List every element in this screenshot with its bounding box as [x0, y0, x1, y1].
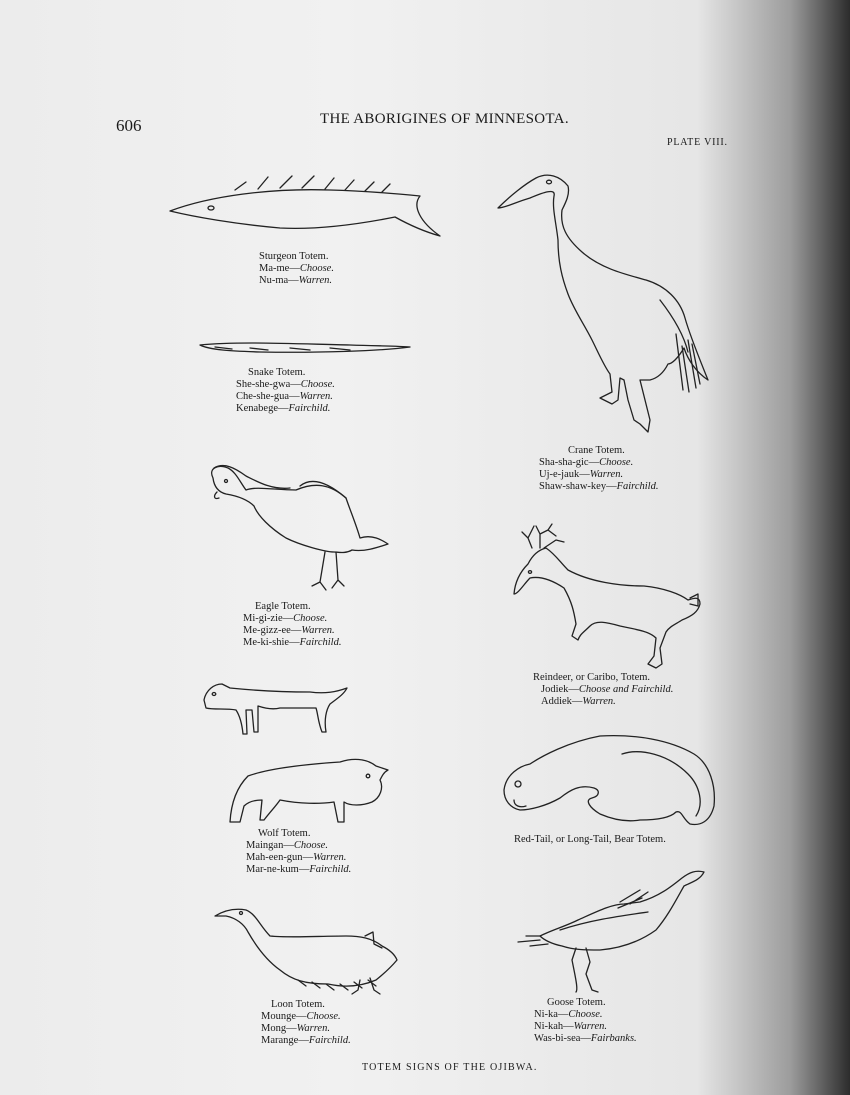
name-source: Fairbanks.: [590, 1033, 637, 1044]
name-word: Was-bi-sea: [534, 1033, 581, 1044]
figure-caption: TOTEM SIGNS OF THE OJIBWA.: [362, 1062, 538, 1073]
caption-bear: [514, 834, 666, 846]
loon-drawing: [215, 909, 397, 994]
reindeer-drawing: [514, 524, 700, 668]
caption-loon-name-3: Marange—Fairchild.: [261, 1035, 351, 1046]
page-number: 606: [116, 116, 142, 135]
sturgeon-drawing: [170, 176, 440, 236]
name-word: Mounge: [261, 1011, 296, 1022]
name-word: Ni-ka: [534, 1009, 558, 1020]
running-head: THE ABORIGINES OF MINNESOTA.: [320, 111, 569, 127]
caption-eagle-name-2: Me-gizz-ee—Warren.: [243, 625, 335, 636]
caption-wolf-name-2: Mah-een-gun—Warren.: [246, 852, 347, 863]
snake-drawing: [200, 343, 410, 352]
name-source: Choose and Fairchild.: [578, 684, 674, 695]
goose-drawing: [518, 871, 704, 992]
caption-reindeer-title: Reindeer, or Caribo, Totem.: [533, 672, 651, 683]
caption-eagle-name-3: Me-ki-shie—Fairchild.: [243, 637, 342, 648]
name-source: Fairchild.: [288, 403, 331, 414]
name-source: Fairchild.: [309, 864, 352, 875]
eagle-drawing: [212, 466, 388, 590]
name-word: Jodiek: [541, 684, 569, 695]
caption-goose-name-3: Was-bi-sea—Fairbanks.: [534, 1033, 637, 1044]
caption-eagle-name-1: Mi-gi-zie—Choose.: [243, 613, 328, 624]
name-source: Warren.: [573, 1021, 608, 1032]
caption-wolf-name-3: Mar-ne-kum—Fairchild.: [246, 864, 352, 875]
bear-drawing: [504, 736, 714, 825]
caption-goose: [534, 997, 637, 1045]
caption-crane-name-1: Sha-sha-gic—Choose.: [539, 457, 634, 468]
name-source: Choose.: [568, 1009, 603, 1020]
name-source: Warren.: [301, 625, 335, 636]
name-word: Me-gizz-ee: [243, 625, 291, 636]
name-source: Choose.: [306, 1011, 341, 1022]
name-source: Fairchild.: [308, 1035, 351, 1046]
caption-snake-title: Snake Totem.: [248, 367, 306, 378]
caption-sturgeon-name-1: Ma-me—Choose.: [259, 263, 334, 274]
name-word: Sha-sha-gic: [539, 457, 589, 468]
name-source: Warren.: [582, 696, 616, 707]
wolf-drawing: [230, 759, 388, 822]
name-source: Choose.: [299, 263, 334, 274]
name-word: Nu-ma: [259, 275, 289, 286]
name-word: Marange: [261, 1035, 299, 1046]
caption-sturgeon: [259, 251, 334, 287]
name-source: Warren.: [589, 469, 624, 480]
caption-sturgeon-name-2: Nu-ma—Warren.: [259, 275, 333, 286]
caption-snake: [236, 367, 335, 415]
caption-wolf-name-1: Maingan—Choose.: [246, 840, 328, 851]
name-source: Choose.: [293, 840, 328, 851]
caption-crane-name-3: Shaw-shaw-key—Fairchild.: [539, 481, 659, 492]
dog-drawing: [204, 684, 347, 734]
caption-loon-name-2: Mong—Warren.: [261, 1023, 330, 1034]
plate-label: PLATE VIII.: [667, 137, 728, 148]
caption-wolf-title: Wolf Totem.: [258, 828, 311, 839]
caption-eagle: [243, 601, 341, 649]
caption-crane: [539, 445, 658, 493]
caption-loon: [261, 999, 351, 1047]
name-source: Choose.: [293, 613, 328, 624]
name-word: Addiek: [541, 696, 572, 707]
caption-crane-name-2: Uj-e-jauk—Warren.: [539, 469, 624, 480]
name-source: Fairchild.: [616, 481, 659, 492]
caption-goose-title: Goose Totem.: [547, 997, 606, 1008]
name-word: Maingan: [246, 840, 284, 851]
name-word: Kenabege: [236, 403, 278, 414]
name-source: Warren.: [298, 275, 333, 286]
caption-snake-name-2: Che-she-gua—Warren.: [236, 391, 333, 402]
name-word: Uj-e-jauk: [539, 469, 580, 480]
caption-goose-name-2: Ni-kah—Warren.: [534, 1021, 608, 1032]
name-word: Che-she-gua: [236, 391, 290, 402]
caption-wolf: [246, 828, 351, 876]
name-word: Shaw-shaw-key: [539, 481, 607, 492]
name-word: Mar-ne-kum: [246, 864, 299, 875]
crane-drawing: [498, 175, 708, 432]
name-word: Mong: [261, 1023, 287, 1034]
caption-goose-name-1: Ni-ka—Choose.: [534, 1009, 603, 1020]
caption-bear-title: Red-Tail, or Long-Tail, Bear Totem.: [514, 834, 666, 845]
caption-crane-title: Crane Totem.: [568, 445, 625, 456]
caption-loon-name-1: Mounge—Choose.: [261, 1011, 341, 1022]
name-word: Mi-gi-zie: [243, 613, 283, 624]
name-source: Choose.: [599, 457, 634, 468]
caption-eagle-title: Eagle Totem.: [255, 601, 311, 612]
caption-reindeer-name-2: Addiek—Warren.: [541, 696, 616, 707]
name-word: Me-ki-shie: [243, 637, 290, 648]
name-source: Fairchild.: [299, 637, 342, 648]
caption-snake-name-1: She-she-gwa—Choose.: [236, 379, 335, 390]
name-word: She-she-gwa: [236, 379, 291, 390]
caption-reindeer-name-1: Jodiek—Choose and Fairchild.: [541, 684, 674, 695]
name-source: Warren.: [313, 852, 347, 863]
name-word: Ma-me: [259, 263, 290, 274]
caption-sturgeon-title: Sturgeon Totem.: [259, 251, 329, 262]
name-word: Mah-een-gun: [246, 852, 303, 863]
name-source: Choose.: [300, 379, 335, 390]
name-word: Ni-kah: [534, 1021, 564, 1032]
name-source: Warren.: [296, 1023, 330, 1034]
caption-snake-name-3: Kenabege—Fairchild.: [236, 403, 331, 414]
name-source: Warren.: [299, 391, 333, 402]
caption-reindeer: [533, 672, 673, 708]
caption-loon-title: Loon Totem.: [271, 999, 325, 1010]
